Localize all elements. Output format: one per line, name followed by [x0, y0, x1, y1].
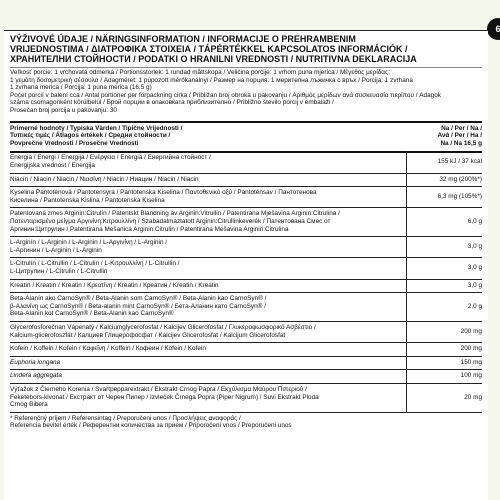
text-line: Beta-Alanin kot CarnoSyn® / Beta-Alanin kao CarnoSyn®: [10, 310, 174, 318]
divider: [10, 369, 482, 370]
row-label: [10, 282, 408, 290]
text-line: Referencia bevitel érték / Референтни количества за прием / Priporočeni vnos / Preporučeni unos: [10, 422, 292, 430]
divider: [10, 383, 482, 384]
text-line: Energia / Energi / Energija / Ενέργεια / Energia / Енергийна стойност /: [10, 154, 211, 162]
row-value: 100 mg: [460, 372, 482, 380]
text-line: Kyselina Pantoténová / Pantotensyra / Pantotenska Kiselina / Παντοθενικό οξύ / Pantoténsav / Пантотенова: [10, 189, 317, 197]
text-line: Veľkosť porcie: 1 vrchovatá odmerka / Portionsstorlek: 1 rundad måttskopa / Veličina porcije: 1 vrhom puna mjerica / Μέγεθος μερίδας:: [10, 69, 390, 76]
row-label: [10, 359, 408, 367]
row-label: [10, 260, 408, 275]
text-line: VRIJEDNOSTIMA / ΔΙΑΤΡΟΦΙΚΑ ΣΤΟΙΧΕΙΑ / TÁPÉRTÉKKEL KAPCSOLATOS INFORMÁCIÓK /: [10, 44, 408, 54]
row-value: 150 mg: [460, 358, 482, 366]
text-line: száma csomagonként körülbelül / Брой порции в опаковката приблизително / Približno število porcij v embalaži /: [10, 99, 334, 107]
divider: [10, 121, 482, 123]
serving-info: [10, 69, 488, 115]
text-line: Primerné hodnoty / Typiska Värden / Tipične Vrijednosti /: [10, 124, 183, 132]
text-line: 1 zvrhana merica / Porcija: 1 puna merica (16,5 g): [10, 84, 152, 92]
row-value: 3,0 g: [467, 281, 482, 289]
row-value: 155 kJ / 37 kcal: [437, 158, 482, 166]
text-line: Feketebors-kivonat / Екстракт от Черен Пипер / Izvleček Črnega Popra (Piper Nigrum) / Suvi Ekstrakt Ploda: [10, 393, 319, 401]
row-value: 200 mg: [460, 327, 482, 335]
header-left: [10, 125, 408, 148]
text-line: ХРАНИТЕЛНИ СТОЙНОСТИ / PODATKI O HRANILNI VREDNOSTI / NUTRITIVNA DEKLARACIJA: [10, 54, 417, 64]
row-value: 6,3 mg (105%*): [437, 193, 482, 200]
text-line: Výťažok z Čierneho Korenia / Svartpepparextrakt / Ekstrakt Crnog Papra / Εκχύλισμα Μαύρου Πιπεριού /: [10, 386, 307, 393]
text-line: Τυπικές τιμές / Átlagos értékek / Средни стойности /: [10, 132, 171, 140]
divider: [10, 321, 482, 322]
text-line: Euphoria longana: [10, 358, 61, 366]
divider: [10, 173, 482, 174]
text-line: 1 γεμάτη δοσομετρική σέσουλα / Adagméret: 1 púpozott mérőkanálnyi / Размер на порция: 1 мерителна лъжичка с връх / Porcija: 1 zvrhana: [10, 76, 413, 84]
row-label: [10, 345, 408, 353]
text-line: Ανά / Per / На /: [437, 132, 482, 140]
column-separator: [406, 151, 407, 411]
text-line: VÝŽIVOVÉ ÚDAJE / NÄRINGSINFORMATION / INFORMACIJE O PREHRAMBENIM: [10, 34, 356, 44]
row-value: 200 mg: [460, 345, 482, 353]
row-value: 3,0 g: [467, 243, 482, 250]
text-line: Киселина / Pantotenska Kislina / Pantotenska Kiselina: [10, 196, 165, 204]
text-line: Prosečan broj porcija u pakovanju: 30: [10, 106, 117, 114]
divider: [10, 342, 482, 343]
row-label: [10, 210, 408, 233]
row-label: [10, 239, 408, 254]
divider: [10, 257, 482, 258]
text-line: β-Αλανίνη ως CarnoSyn® / Beta-alanin mint CarnoSyn® / Бета-Аланин като CarnoSyn® /: [10, 302, 266, 310]
text-line: Na / Na 16,5 g: [440, 139, 482, 147]
divider: [10, 186, 482, 187]
row-value: 20 mg: [464, 393, 482, 401]
text-line: Energijska vrednost / Energija: [10, 161, 95, 169]
text-line: Beta-Alanín ako CarnoSyn® / Beta-Alanin som CarnoSyn® / Beta-Alanin kao CarnoSyn® /: [10, 295, 267, 303]
label-title: [10, 34, 488, 64]
row-label: [10, 386, 408, 409]
divider: [10, 292, 482, 293]
nutrition-label: [4, 30, 488, 500]
text-line: L-Аргинин / L-Arginin / L-Arginin: [10, 246, 102, 254]
row-label: [10, 372, 408, 380]
text-line: L-Цитрулин / L-Citrulin / L-Citrullin: [10, 267, 108, 275]
text-line: Πατενταρισμένο μείγμα Αργινίνη:Κιτρουλλίνη / Szabadalmaztatott Arginin:Citrullinkeverék / Патентована Смес от: [10, 217, 331, 225]
divider: [10, 67, 482, 68]
text-line: Lindera aggregata: [10, 372, 62, 380]
text-line: Niacín / Niacin / Niacin / Νιασίνη / Niacin / Ниацин / Niacin / Niacin: [10, 175, 199, 183]
divider: [10, 279, 482, 280]
text-line: Аргинин:Цитрулин / Patentirana Mešanica Arginin:Citrulin / Patentirana Mešavina Arginin:Citrulina: [10, 225, 289, 233]
row-label: [10, 324, 408, 339]
corner-mark: 6: [487, 18, 500, 40]
divider: [10, 412, 482, 413]
header-right: [410, 125, 482, 148]
text-line: L-Arginín / L-Arginin / L-Arginin / L-Αργινίνη / L-Arginin /: [10, 239, 168, 247]
text-line: Kofeín / Koffein / Kofein / Καφεΐνη / Koffein / Кофеин / Kofein / Kofein: [10, 345, 206, 353]
text-line: Patentovaná zmes Arginín:Citrulín / Patentskt Blandning av Arginin:Vitrullin / Patentirana Mješavina Arginin:Citrulina /: [10, 210, 340, 218]
row-label: [10, 189, 408, 204]
text-line: Glycerofosforečnan Vápenatý / Kalciumglycerofosfat / Kalcijev Glicerofosfat / Γλυκεροφωσφορικό Ασβέστιο /: [10, 324, 316, 331]
text-line: L-Citrulín / L-Citrullin / L-Citrulin / L-Κιτρουλλίνη / L-Citrullin /: [10, 260, 180, 268]
text-line: Crnog Bibera: [10, 401, 48, 409]
text-line: * Referenčný príjem / Referensintag / Preporučeni unos / Προσλήψεις αναφοράς /: [10, 414, 241, 422]
text-line: Kreatín / Kreatin / Kreatin / Κρεατίνη / Kreatin / Креатин / Kreatin / Kreatin: [10, 281, 219, 289]
row-value: 32 mg (200%*): [439, 175, 482, 183]
footnote: [10, 415, 488, 430]
row-label: [10, 176, 408, 184]
divider: [10, 236, 482, 237]
text-line: Na / Per / Na /: [441, 124, 482, 132]
row-label: [10, 295, 408, 318]
row-value: 3,0 g: [467, 264, 482, 272]
row-value: 2,0 g: [467, 302, 482, 310]
divider: [10, 207, 482, 208]
divider: [10, 356, 482, 357]
text-line: Počet porcií v balení cca / Antal portioner per förpackning cirka / Približan broj obroka u pakovanju / Αριθμός μερίδων ανά συσκευασία περίπου / Adagok: [10, 91, 441, 99]
text-line: Kalcium-glicerofoszfát / Калциев Глицерофосфат / Kalcijev Glicerofosfat / Kalcijum Glicerofosfat: [10, 331, 286, 339]
row-label: [10, 154, 408, 169]
text-line: Povprečne Vrednosti / Prosečne Vrednosti: [10, 139, 139, 147]
row-value: 6,0 g: [467, 218, 482, 225]
